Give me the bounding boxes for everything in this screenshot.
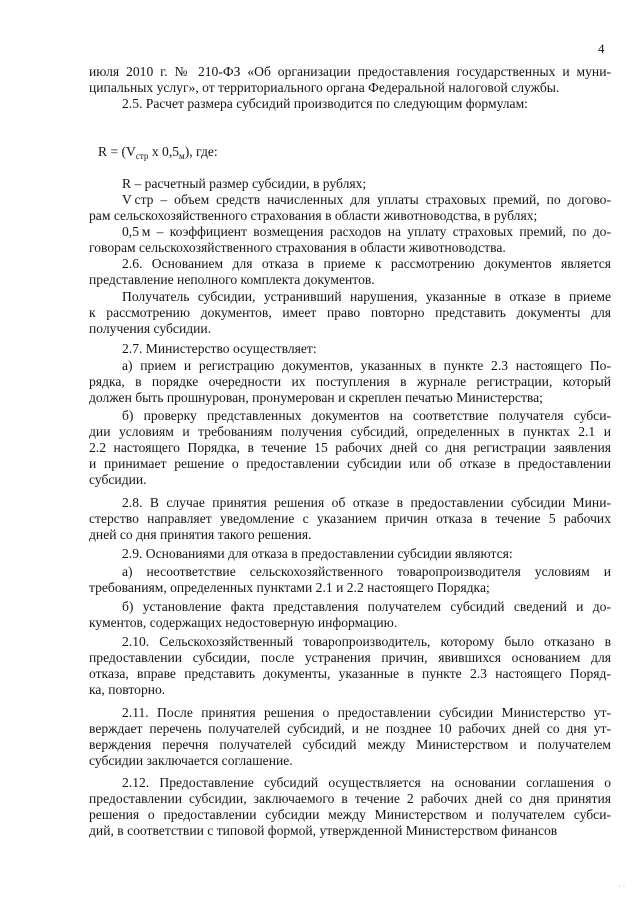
text-line: Получатель субсидии, устранивший нарушения, указанные в отказе в приеме [122, 289, 611, 304]
text-line: субсидии заключается соглашение. [89, 753, 293, 768]
text-line: к рассмотрению документов, имеет право повторно представить документы для [89, 305, 611, 320]
text-line: рам сельскохозяйственного страхования в области животноводства, в рублях; [89, 208, 538, 223]
scan-corner-mark: · · [618, 882, 626, 891]
text-line: предоставлении субсидии, заключаемого в течение 2 рабочих дней со дня принятия [89, 791, 611, 806]
paragraph-intro-continuation [89, 64, 611, 96]
text-line: стерство направляет уведомление с указанием причин отказа в течение 5 рабочих [89, 511, 611, 526]
text-line: верждения перечня получателей субсидий между Министерством и получателем [89, 737, 611, 752]
text-line: 2.5. Расчет размера субсидий производится по следующим формулам: [122, 96, 528, 111]
page-number: 4 [598, 41, 605, 56]
formula-subscript-str: стр [135, 151, 149, 161]
definition-v-str [89, 192, 611, 224]
paragraph-2-8 [89, 495, 611, 543]
text-line: дий, в соответствии с типовой формой, утвержденной Министерством финансов [89, 823, 558, 838]
text-line: рядка, в порядке очередности их поступления в журнале регистрации, который [89, 374, 611, 389]
text-line: получения субсидии. [89, 321, 212, 336]
text-line: R – расчетный размер субсидии, в рублях; [122, 176, 367, 191]
text-line: решения о предоставлении субсидии между Министерством и получателем субси- [89, 807, 611, 822]
text-line: б) проверку представленных документов на соответствие получателя субси- [122, 408, 611, 423]
paragraph-2-12 [89, 775, 611, 839]
formula-tail: ), где: [184, 144, 218, 159]
text-line: дии условиям и требованиям получения субсидий, определенных в пунктах 2.1 и [89, 424, 611, 439]
text-line: 2.7. Министерство осуществляет: [122, 341, 317, 356]
paragraph-2-11 [89, 705, 611, 769]
text-line: 2.12. Предоставление субсидий осуществляется на основании соглашения о [122, 775, 611, 790]
paragraph-2-7-a [89, 358, 611, 406]
paragraph-2-7 [89, 341, 611, 357]
definition-coefficient [89, 224, 611, 256]
definition-r [89, 176, 611, 192]
text-line: 2.9. Основаниями для отказа в предоставлении субсидии являются: [122, 546, 513, 561]
formula-lead: R = (V [98, 144, 136, 159]
paragraph-2-9 [89, 546, 611, 562]
formula-middle: х 0,5 [148, 144, 180, 159]
text-line: отказа, вправе представить документы, указанные в пункте 2.3 настоящего Поряд- [89, 666, 611, 681]
text-line: 0,5 м – коэффициент возмещения расходов на уплату страховых премий, по до- [122, 224, 611, 239]
text-line: 2.8. В случае принятия решения об отказе в предоставлении субсидии Мини- [122, 495, 611, 510]
text-line: представление неполного комплекта документов. [89, 272, 375, 287]
text-line: ципальных услуг», от территориального органа Федеральной налоговой службы. [89, 80, 560, 95]
text-line: субсидии. [89, 472, 147, 487]
paragraph-2-9-b [89, 599, 611, 631]
text-line: требованиям, определенных пунктами 2.1 и 2.2 настоящего Порядка; [89, 580, 490, 595]
text-line: предоставлении субсидии, после устранения причин, явившихся основанием для [89, 650, 611, 665]
subsidy-formula [98, 144, 218, 160]
text-line: V стр – объем средств начисленных для уплаты страховых премий, по догово- [122, 192, 611, 207]
text-line: 2.10. Сельскохозяйственный товаропроизводитель, которому было отказано в [122, 634, 611, 649]
text-line: кументов, содержащих недостоверную информацию. [89, 615, 398, 630]
text-line: а) несоответствие сельскохозяйственного товаропроизводителя условиям и [122, 564, 611, 579]
text-line: говорам сельскохозяйственного страхования в области животноводства. [89, 240, 506, 255]
text-line: дней со дня принятия такого решения. [89, 527, 312, 542]
paragraph-2-10 [89, 634, 611, 698]
paragraph-2-5 [89, 96, 611, 112]
text-line: б) установление факта представления получателем субсидий сведений и до- [122, 599, 611, 614]
text-line: а) прием и регистрацию документов, указанных в пункте 2.3 настоящего По- [122, 358, 611, 373]
text-line: июля 2010 г. № 210-ФЗ «Об организации предоставления государственных и муни- [89, 64, 611, 79]
text-line: и принимает решение о предоставлении субсидии или об отказе в предоставлении [89, 456, 611, 471]
paragraph-2-7-b [89, 408, 611, 488]
text-line: должен быть прошнурован, пронумерован и скреплен печатью Министерства; [89, 390, 543, 405]
paragraph-2-6 [89, 256, 611, 288]
text-line: ка, повторно. [89, 682, 166, 697]
formula-subscript-m: м [179, 151, 185, 161]
paragraph-recipient-resubmit [89, 289, 611, 337]
text-line: верждает перечень получателей субсидий, и не позднее 10 рабочих дней со дня ут- [89, 721, 611, 736]
text-line: 2.2 настоящего Порядка, в течение 15 рабочих дней со дня регистрации заявления [89, 440, 611, 455]
paragraph-2-9-a [89, 564, 611, 596]
text-line: 2.6. Основанием для отказа в приеме к рассмотрению документов является [122, 256, 611, 271]
text-line: 2.11. После принятия решения о предоставлении субсидии Министерство ут- [122, 705, 611, 720]
